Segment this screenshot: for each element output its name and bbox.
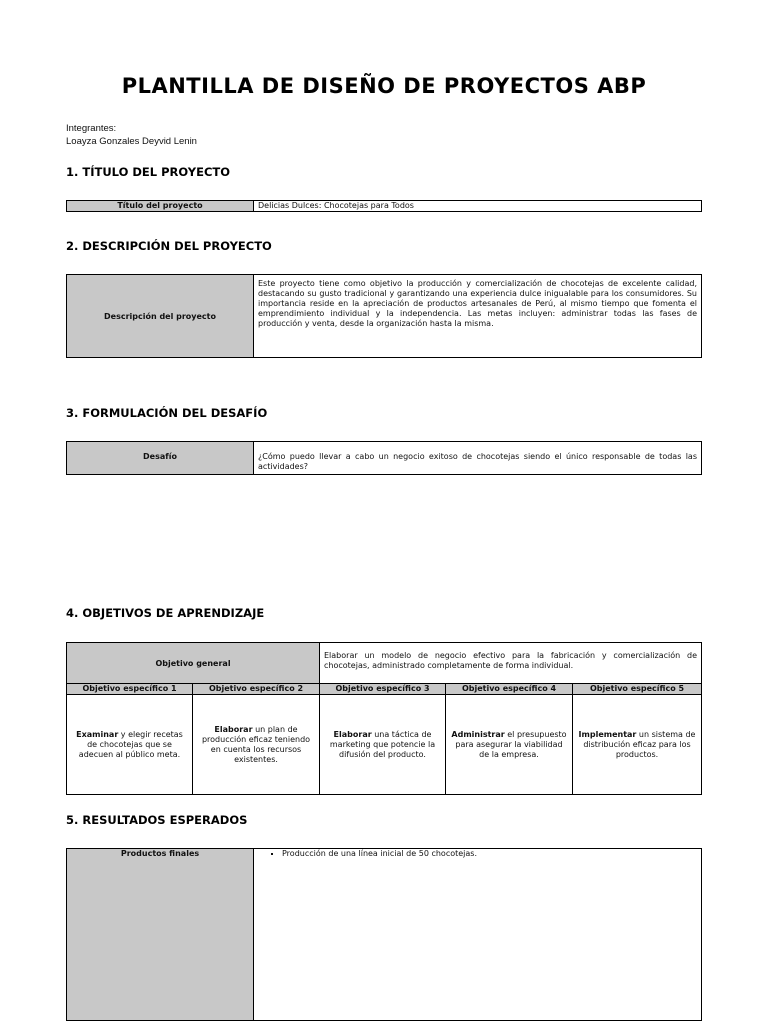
objective-text: un plan de producción eficaz teniendo en cuenta los recursos existentes. bbox=[201, 724, 311, 764]
results-table bbox=[66, 848, 702, 1021]
section-heading-title: 1. TÍTULO DEL PROYECTO bbox=[66, 165, 231, 179]
description-label: Descripción del proyecto bbox=[67, 275, 254, 358]
description-value: Este proyecto tiene como objetivo la producción y comercialización de chocotejas de excelente calidad, destacando su gusto tradicional y garantizando una experiencia dulce inigualable para los consumidores. Su importancia reside en la apreciación de productos artesanales de Perú, al mismo tiempo que fomenta el emprendimiento individual y la independencia. Las metas incluyen: administrar todas las fases de producción y venta, desde la organización hasta la misma. bbox=[254, 275, 702, 358]
specific-objective-header: Objetivo específico 3 bbox=[320, 684, 446, 695]
project-title-table bbox=[66, 200, 702, 212]
section-heading-objectives: 4. OBJETIVOS DE APRENDIZAJE bbox=[66, 606, 265, 620]
challenge-table bbox=[66, 441, 702, 475]
challenge-value: ¿Cómo puedo llevar a cabo un negocio exitoso de chocotejas siendo el único responsable de todas las actividades? bbox=[254, 442, 702, 475]
objective-text: un sistema de distribución eficaz para los productos. bbox=[583, 729, 696, 759]
document-title: PLANTILLA DE DISEÑO DE PROYECTOS ABP bbox=[121, 74, 647, 98]
members-block bbox=[66, 122, 197, 148]
objective-verb: Elaborar bbox=[214, 724, 253, 734]
objective-text: una táctica de marketing que potencie la difusión del producto. bbox=[329, 729, 436, 759]
project-title-label: Título del proyecto bbox=[67, 201, 254, 212]
objective-verb: Administrar bbox=[451, 729, 505, 739]
objective-text: el presupuesto para asegurar la viabilidad de la empresa. bbox=[455, 729, 567, 759]
project-title-value: Delicias Dulces: Chocotejas para Todos bbox=[254, 201, 702, 212]
final-products-label: Productos finales bbox=[67, 849, 254, 1021]
challenge-label: Desafío bbox=[67, 442, 254, 475]
members-label: Integrantes: bbox=[66, 123, 117, 134]
objectives-table bbox=[66, 642, 702, 795]
specific-objective-header: Objetivo específico 5 bbox=[573, 684, 702, 695]
list-item: ▪ Producción de una línea inicial de 50 chocotejas. bbox=[282, 849, 701, 859]
specific-objective-header: Objetivo específico 1 bbox=[67, 684, 193, 695]
member-name: Loayza Gonzales Deyvid Lenin bbox=[66, 136, 197, 147]
specific-objective-cell bbox=[573, 695, 702, 795]
specific-objective-cell bbox=[320, 695, 446, 795]
specific-objective-header: Objetivo específico 2 bbox=[193, 684, 320, 695]
specific-objective-cell bbox=[193, 695, 320, 795]
final-products-cell bbox=[254, 849, 702, 1021]
section-heading-description: 2. DESCRIPCIÓN DEL PROYECTO bbox=[66, 239, 272, 253]
section-heading-results: 5. RESULTADOS ESPERADOS bbox=[66, 813, 248, 827]
final-products-list bbox=[254, 849, 701, 859]
objective-verb: Implementar bbox=[578, 729, 637, 739]
objective-text: y elegir recetas de chocotejas que se adecuen al público meta. bbox=[78, 729, 183, 759]
specific-objective-cell bbox=[446, 695, 573, 795]
section-heading-challenge: 3. FORMULACIÓN DEL DESAFÍO bbox=[66, 406, 268, 420]
specific-objective-cell bbox=[67, 695, 193, 795]
objective-verb: Elaborar bbox=[333, 729, 372, 739]
general-objective-value: Elaborar un modelo de negocio efectivo para la fabricación y comercialización de chocotejas, administrado completamente de forma individual. bbox=[320, 643, 702, 684]
objective-verb: Examinar bbox=[76, 729, 119, 739]
general-objective-label: Objetivo general bbox=[67, 643, 320, 684]
description-table bbox=[66, 274, 702, 358]
specific-objective-header: Objetivo específico 4 bbox=[446, 684, 573, 695]
